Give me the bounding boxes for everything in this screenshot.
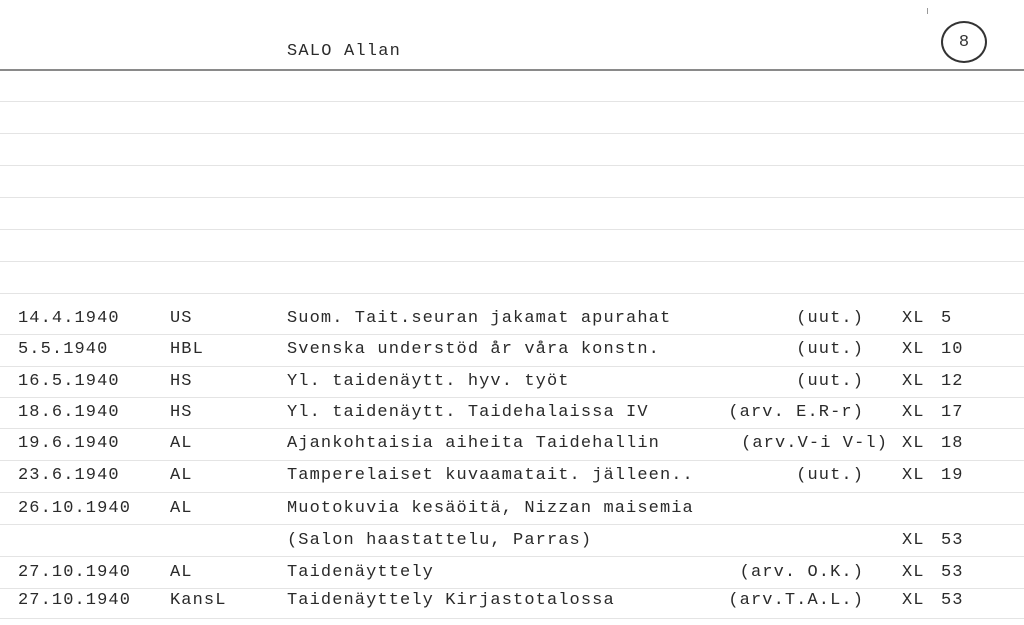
entry-source: AL: [170, 434, 193, 453]
ruled-line: [0, 366, 1024, 367]
entry-date: 5.5.1940: [18, 340, 109, 359]
entry-number: 5: [941, 309, 953, 328]
entry-date: 23.6.1940: [18, 466, 120, 485]
ruled-line: [0, 101, 1024, 102]
ruled-line: [0, 334, 1024, 335]
entry-source: AL: [170, 499, 193, 518]
entry-date: 26.10.1940: [18, 499, 132, 518]
ruled-line: [0, 588, 1024, 589]
header-rule: [0, 69, 1024, 71]
ruled-line: [0, 133, 1024, 134]
entry-title: Suom. Tait.seuran jakamat apurahat: [287, 309, 672, 328]
ruled-line: [0, 524, 1024, 525]
entry-volume: XL: [902, 309, 925, 328]
ruled-line: [0, 556, 1024, 557]
entry-number: 53: [941, 591, 964, 610]
entry-volume: XL: [902, 340, 925, 359]
ruled-line: [0, 428, 1024, 429]
entry-row: [0, 499, 1024, 523]
entry-number: 12: [941, 372, 964, 391]
entry-date: 14.4.1940: [18, 309, 120, 328]
card-number: 8: [958, 32, 970, 52]
entry-source: HS: [170, 403, 193, 422]
ruled-line: [0, 261, 1024, 262]
entry-date: 16.5.1940: [18, 372, 120, 391]
entry-source: HS: [170, 372, 193, 391]
entry-title: Yl. taidenäytt. hyv. työt: [287, 372, 570, 391]
entry-volume: XL: [902, 434, 925, 453]
entry-note: (arv.V-i V-l): [741, 434, 888, 453]
entry-date: 27.10.1940: [18, 591, 132, 610]
entry-title: Yl. taidenäytt. Taidehalaissa IV: [287, 403, 649, 422]
card-title: SALO Allan: [287, 42, 402, 61]
entry-title: Taidenäyttely Kirjastotalossa: [287, 591, 615, 610]
ruled-line: [0, 293, 1024, 294]
card-number-badge: [941, 21, 987, 63]
entry-number: 19: [941, 466, 964, 485]
ruled-line: [0, 229, 1024, 230]
entry-number: 18: [941, 434, 964, 453]
entry-row: [0, 563, 1024, 587]
entry-note: (arv. E.R-r): [728, 403, 864, 422]
entry-title: Svenska understöd år våra konstn.: [287, 340, 660, 359]
entry-row: [0, 403, 1024, 427]
entry-row: [0, 434, 1024, 458]
ruled-line: [0, 397, 1024, 398]
entry-note: (uut.): [796, 309, 864, 328]
entry-note: (arv. O.K.): [739, 563, 864, 582]
ruled-line: [0, 165, 1024, 166]
entry-volume: XL: [902, 372, 925, 391]
entry-title: Ajankohtaisia aiheita Taidehallin: [287, 434, 660, 453]
entry-source: KansL: [170, 591, 227, 610]
entry-number: 10: [941, 340, 964, 359]
entry-volume: XL: [902, 531, 925, 550]
entry-note: (uut.): [796, 340, 864, 359]
entry-title: Taidenäyttely: [287, 563, 434, 582]
entry-date: 18.6.1940: [18, 403, 120, 422]
pencil-mark: [927, 8, 928, 14]
ruled-line: [0, 492, 1024, 493]
entry-number: 17: [941, 403, 964, 422]
entry-title: Muotokuvia kesäöitä, Nizzan maisemia: [287, 499, 694, 518]
entry-row: [0, 591, 1024, 615]
entry-note: (uut.): [796, 466, 864, 485]
entry-source: AL: [170, 466, 193, 485]
entry-row: [0, 372, 1024, 396]
entry-source: US: [170, 309, 193, 328]
entry-volume: XL: [902, 466, 925, 485]
entry-volume: XL: [902, 563, 925, 582]
entry-note: (uut.): [796, 372, 864, 391]
entry-number: 53: [941, 563, 964, 582]
ruled-line: [0, 197, 1024, 198]
entry-row: [0, 340, 1024, 364]
entry-volume: XL: [902, 403, 925, 422]
entry-number: 53: [941, 531, 964, 550]
ruled-line: [0, 460, 1024, 461]
entry-row: [0, 466, 1024, 490]
entry-source: AL: [170, 563, 193, 582]
entry-title: Tamperelaiset kuvaamatait. jälleen..: [287, 466, 694, 485]
entry-date: 27.10.1940: [18, 563, 132, 582]
entry-date: 19.6.1940: [18, 434, 120, 453]
entry-title: (Salon haastattelu, Parras): [287, 531, 593, 550]
ruled-line: [0, 618, 1024, 619]
entry-row: [0, 309, 1024, 333]
entry-row: [0, 531, 1024, 555]
entry-note: (arv.T.A.L.): [728, 591, 864, 610]
entry-volume: XL: [902, 591, 925, 610]
entry-source: HBL: [170, 340, 204, 359]
